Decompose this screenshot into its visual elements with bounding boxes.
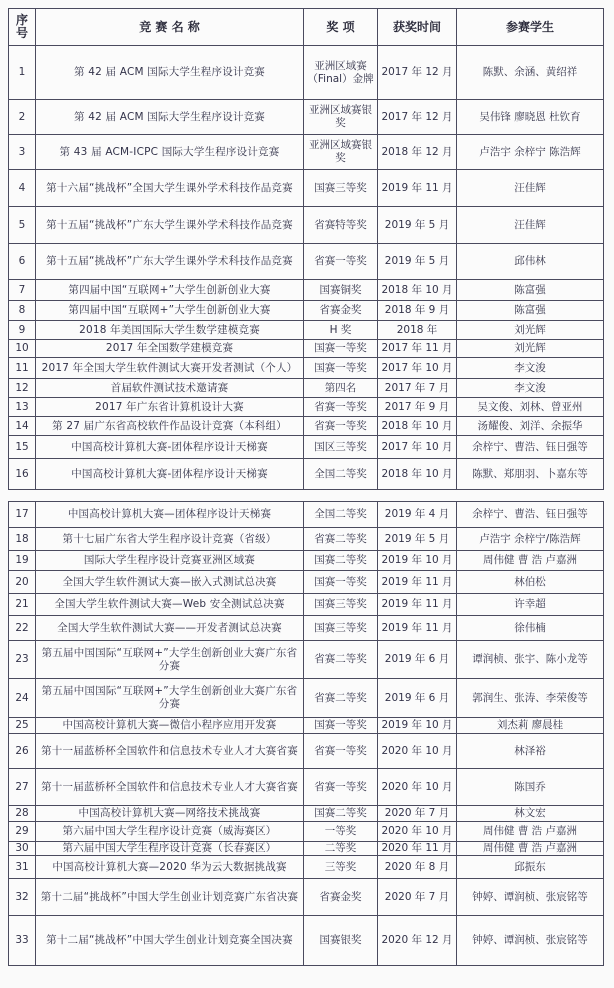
students-cell: 李文浚 <box>457 358 604 379</box>
time-cell: 2019 年 11 月 <box>378 170 457 207</box>
time-cell: 2017 年 10 月 <box>378 436 457 459</box>
competition-cell: 第 43 届 ACM-ICPC 国际大学生程序设计竞赛 <box>36 135 304 170</box>
students-cell: 林泽裕 <box>457 734 604 769</box>
awards-table-part-1 <box>8 8 604 490</box>
table-row <box>9 718 604 734</box>
award-cell: 亚洲区域赛银奖 <box>304 100 378 135</box>
competition-cell: 第十一届蓝桥杯全国软件和信息技术专业人才大赛省赛 <box>36 769 304 806</box>
seq-cell: 17 <box>9 502 36 528</box>
competition-cell: 第十五届“挑战杯”广东大学生课外学术科技作品竞赛 <box>36 207 304 244</box>
seq-cell: 14 <box>9 417 36 436</box>
students-cell: 汤耀俊、刘洋、余振华 <box>457 417 604 436</box>
students-cell: 周伟健 曹 浩 卢嘉洲 <box>457 842 604 856</box>
students-cell: 林文宏 <box>457 806 604 822</box>
time-cell: 2020 年 7 月 <box>378 806 457 822</box>
seq-cell: 24 <box>9 679 36 718</box>
table-row <box>9 842 604 856</box>
competition-cell: 第六届中国大学生程序设计竞赛（长春赛区） <box>36 842 304 856</box>
seq-cell: 8 <box>9 301 36 321</box>
students-cell: 刘光辉 <box>457 321 604 340</box>
time-cell: 2020 年 8 月 <box>378 856 457 879</box>
time-cell: 2020 年 11 月 <box>378 842 457 856</box>
seq-cell: 19 <box>9 551 36 571</box>
time-cell: 2017 年 10 月 <box>378 358 457 379</box>
award-cell: 国区三等奖 <box>304 436 378 459</box>
time-cell: 2019 年 11 月 <box>378 616 457 641</box>
competition-cell: 中国高校计算机大赛—微信小程序应用开发赛 <box>36 718 304 734</box>
table-row <box>9 806 604 822</box>
students-cell: 徐伟楠 <box>457 616 604 641</box>
students-cell: 许幸超 <box>457 594 604 616</box>
table-header-row <box>9 9 604 46</box>
time-cell: 2019 年 10 月 <box>378 551 457 571</box>
time-cell: 2019 年 6 月 <box>378 641 457 679</box>
students-cell: 钟婷、谭润桢、张宸铭等 <box>457 916 604 966</box>
award-cell: 省赛金奖 <box>304 879 378 916</box>
table-row <box>9 916 604 966</box>
seq-cell: 12 <box>9 379 36 398</box>
table-row <box>9 734 604 769</box>
students-cell: 邱伟林 <box>457 244 604 280</box>
seq-cell: 29 <box>9 822 36 842</box>
award-cell: 省赛一等奖 <box>304 734 378 769</box>
table-row <box>9 398 604 417</box>
competition-cell: 第十二届“挑战杯”中国大学生创业计划竞赛全国决赛 <box>36 916 304 966</box>
table-row <box>9 822 604 842</box>
competition-cell: 第五届中国国际“互联网+”大学生创新创业大赛广东省分赛 <box>36 679 304 718</box>
time-cell: 2018 年 12 月 <box>378 135 457 170</box>
students-cell: 陈默、余涵、黄绍祥 <box>457 46 604 100</box>
competition-cell: 首届软件测试技术邀请赛 <box>36 379 304 398</box>
seq-cell: 1 <box>9 46 36 100</box>
awards-table-part-2 <box>8 501 604 966</box>
competition-cell: 中国高校计算机大赛—2020 华为云大数据挑战赛 <box>36 856 304 879</box>
competition-cell: 第 42 届 ACM 国际大学生程序设计竞赛 <box>36 46 304 100</box>
students-cell: 李文浚 <box>457 379 604 398</box>
students-cell: 汪佳辉 <box>457 170 604 207</box>
table-row <box>9 616 604 641</box>
award-cell: 省赛一等奖 <box>304 244 378 280</box>
table-row <box>9 340 604 358</box>
award-cell: 国赛二等奖 <box>304 806 378 822</box>
competition-cell: 第四届中国“互联网+”大学生创新创业大赛 <box>36 301 304 321</box>
table-row <box>9 769 604 806</box>
students-cell: 吴文俊、刘林、曾亚州 <box>457 398 604 417</box>
competition-cell: 2017 年全国大学生软件测试大赛开发者测试（个人） <box>36 358 304 379</box>
students-cell: 吴伟锋 廖晓恩 杜钦育 <box>457 100 604 135</box>
time-cell: 2017 年 11 月 <box>378 340 457 358</box>
award-cell: 省赛一等奖 <box>304 398 378 417</box>
competition-cell: 国际大学生程序设计竞赛亚洲区域赛 <box>36 551 304 571</box>
seq-cell: 9 <box>9 321 36 340</box>
award-cell: 省赛一等奖 <box>304 769 378 806</box>
table-row <box>9 879 604 916</box>
table-row <box>9 358 604 379</box>
seq-cell: 28 <box>9 806 36 822</box>
competition-cell: 中国高校计算机大赛-团体程序设计天梯赛 <box>36 459 304 490</box>
table-row <box>9 207 604 244</box>
competition-cell: 全国大学生软件测试大赛—嵌入式测试总决赛 <box>36 571 304 594</box>
award-cell: 国赛三等奖 <box>304 616 378 641</box>
award-cell: 省赛一等奖 <box>304 417 378 436</box>
award-cell: 亚洲区域赛银奖 <box>304 135 378 170</box>
award-cell: 省赛特等奖 <box>304 207 378 244</box>
competition-cell: 全国大学生软件测试大赛——开发者测试总决赛 <box>36 616 304 641</box>
students-cell: 谭润桢、张宇、陈小龙等 <box>457 641 604 679</box>
students-cell: 刘光辉 <box>457 340 604 358</box>
time-cell: 2020 年 12 月 <box>378 916 457 966</box>
header-seq: 序号 <box>9 9 36 46</box>
students-cell: 陈富强 <box>457 280 604 301</box>
time-cell: 2019 年 5 月 <box>378 244 457 280</box>
students-cell: 钟婷、谭润桢、张宸铭等 <box>457 879 604 916</box>
table-row <box>9 679 604 718</box>
table-row <box>9 502 604 528</box>
award-cell: 全国二等奖 <box>304 502 378 528</box>
table-row <box>9 379 604 398</box>
students-cell: 刘杰莉 廖晨桂 <box>457 718 604 734</box>
seq-cell: 10 <box>9 340 36 358</box>
competition-cell: 第十二届“挑战杯”中国大学生创业计划竞赛广东省决赛 <box>36 879 304 916</box>
time-cell: 2019 年 5 月 <box>378 528 457 551</box>
time-cell: 2019 年 10 月 <box>378 718 457 734</box>
table-row <box>9 417 604 436</box>
table-row <box>9 135 604 170</box>
seq-cell: 2 <box>9 100 36 135</box>
competition-cell: 第 42 届 ACM 国际大学生程序设计竞赛 <box>36 100 304 135</box>
seq-cell: 33 <box>9 916 36 966</box>
award-cell: 国赛一等奖 <box>304 358 378 379</box>
table-row <box>9 594 604 616</box>
award-cell: 国赛三等奖 <box>304 170 378 207</box>
award-cell: 国赛一等奖 <box>304 718 378 734</box>
seq-cell: 11 <box>9 358 36 379</box>
award-cell: 三等奖 <box>304 856 378 879</box>
header-time: 获奖时间 <box>378 9 457 46</box>
competition-cell: 2017 年全国数学建模竞赛 <box>36 340 304 358</box>
award-cell: 国赛铜奖 <box>304 280 378 301</box>
award-cell: H 奖 <box>304 321 378 340</box>
table-row <box>9 321 604 340</box>
time-cell: 2017 年 12 月 <box>378 46 457 100</box>
competition-cell: 第四届中国“互联网+”大学生创新创业大赛 <box>36 280 304 301</box>
time-cell: 2018 年 10 月 <box>378 459 457 490</box>
seq-cell: 4 <box>9 170 36 207</box>
seq-cell: 23 <box>9 641 36 679</box>
students-cell: 周伟健 曹 浩 卢嘉洲 <box>457 551 604 571</box>
table-row <box>9 528 604 551</box>
students-cell: 卢浩宇 余梓宁 陈浩辉 <box>457 135 604 170</box>
time-cell: 2018 年 10 月 <box>378 417 457 436</box>
students-cell: 陈富强 <box>457 301 604 321</box>
competition-cell: 第十五届“挑战杯”广东大学生课外学术科技作品竞赛 <box>36 244 304 280</box>
table-row <box>9 856 604 879</box>
students-cell: 陈默、郑朋羽、卜嘉东等 <box>457 459 604 490</box>
time-cell: 2018 年 10 月 <box>378 280 457 301</box>
seq-cell: 31 <box>9 856 36 879</box>
table-row <box>9 244 604 280</box>
award-cell: 省赛二等奖 <box>304 641 378 679</box>
award-cell: 一等奖 <box>304 822 378 842</box>
award-cell: 省赛二等奖 <box>304 528 378 551</box>
competition-cell: 中国高校计算机大赛—团体程序设计天梯赛 <box>36 502 304 528</box>
seq-cell: 7 <box>9 280 36 301</box>
award-cell: 国赛三等奖 <box>304 594 378 616</box>
time-cell: 2020 年 10 月 <box>378 734 457 769</box>
time-cell: 2019 年 11 月 <box>378 594 457 616</box>
award-cell: 国赛银奖 <box>304 916 378 966</box>
competition-cell: 第六届中国大学生程序设计竞赛（威海赛区） <box>36 822 304 842</box>
header-award: 奖 项 <box>304 9 378 46</box>
competition-cell: 第十六届“挑战杯”全国大学生课外学术科技作品竞赛 <box>36 170 304 207</box>
table-row <box>9 301 604 321</box>
students-cell: 陈国乔 <box>457 769 604 806</box>
seq-cell: 30 <box>9 842 36 856</box>
competition-cell: 第 27 届广东省高校软件作品设计竞赛（本科组） <box>36 417 304 436</box>
competition-cell: 2018 年美国国际大学生数学建模竞赛 <box>36 321 304 340</box>
award-cell: 亚洲区域赛（Final）金牌 <box>304 46 378 100</box>
seq-cell: 3 <box>9 135 36 170</box>
time-cell: 2019 年 11 月 <box>378 571 457 594</box>
time-cell: 2017 年 7 月 <box>378 379 457 398</box>
award-cell: 国赛二等奖 <box>304 551 378 571</box>
students-cell: 郭润生、张涛、李荣俊等 <box>457 679 604 718</box>
header-students: 参赛学生 <box>457 9 604 46</box>
table-row <box>9 641 604 679</box>
competition-cell: 第十七届广东省大学生程序设计竞赛（省级） <box>36 528 304 551</box>
time-cell: 2019 年 6 月 <box>378 679 457 718</box>
competition-cell: 中国高校计算机大赛—网络技术挑战赛 <box>36 806 304 822</box>
time-cell: 2020 年 10 月 <box>378 769 457 806</box>
students-cell: 林伯松 <box>457 571 604 594</box>
time-cell: 2017 年 12 月 <box>378 100 457 135</box>
table-row <box>9 46 604 100</box>
time-cell: 2018 年 9 月 <box>378 301 457 321</box>
table-row <box>9 100 604 135</box>
award-cell: 国赛一等奖 <box>304 340 378 358</box>
students-cell: 余梓宁、曹浩、钰日强等 <box>457 436 604 459</box>
seq-cell: 27 <box>9 769 36 806</box>
award-cell: 全国二等奖 <box>304 459 378 490</box>
seq-cell: 32 <box>9 879 36 916</box>
table-row <box>9 459 604 490</box>
award-cell: 省赛二等奖 <box>304 679 378 718</box>
competition-cell: 中国高校计算机大赛-团体程序设计天梯赛 <box>36 436 304 459</box>
header-competition: 竞 赛 名 称 <box>36 9 304 46</box>
students-cell: 余梓宁、曹浩、钰日强等 <box>457 502 604 528</box>
table-row <box>9 551 604 571</box>
time-cell: 2020 年 7 月 <box>378 879 457 916</box>
time-cell: 2019 年 5 月 <box>378 207 457 244</box>
seq-cell: 20 <box>9 571 36 594</box>
seq-cell: 15 <box>9 436 36 459</box>
award-cell: 省赛金奖 <box>304 301 378 321</box>
students-cell: 周伟健 曹 浩 卢嘉洲 <box>457 822 604 842</box>
time-cell: 2020 年 10 月 <box>378 822 457 842</box>
seq-cell: 21 <box>9 594 36 616</box>
seq-cell: 25 <box>9 718 36 734</box>
seq-cell: 5 <box>9 207 36 244</box>
time-cell: 2018 年 <box>378 321 457 340</box>
competition-cell: 第十一届蓝桥杯全国软件和信息技术专业人才大赛省赛 <box>36 734 304 769</box>
students-cell: 汪佳辉 <box>457 207 604 244</box>
table-row <box>9 280 604 301</box>
students-cell: 卢浩宇 余梓宁/陈浩辉 <box>457 528 604 551</box>
students-cell: 邱振东 <box>457 856 604 879</box>
award-cell: 二等奖 <box>304 842 378 856</box>
competition-cell: 全国大学生软件测试大赛—Web 安全测试总决赛 <box>36 594 304 616</box>
seq-cell: 16 <box>9 459 36 490</box>
seq-cell: 13 <box>9 398 36 417</box>
award-cell: 第四名 <box>304 379 378 398</box>
time-cell: 2017 年 9 月 <box>378 398 457 417</box>
table-row <box>9 436 604 459</box>
seq-cell: 6 <box>9 244 36 280</box>
competition-cell: 2017 年广东省计算机设计大赛 <box>36 398 304 417</box>
competition-cell: 第五届中国国际“互联网+”大学生创新创业大赛广东省分赛 <box>36 641 304 679</box>
time-cell: 2019 年 4 月 <box>378 502 457 528</box>
table-row <box>9 170 604 207</box>
table-row <box>9 571 604 594</box>
seq-cell: 18 <box>9 528 36 551</box>
seq-cell: 22 <box>9 616 36 641</box>
seq-cell: 26 <box>9 734 36 769</box>
award-cell: 国赛一等奖 <box>304 571 378 594</box>
